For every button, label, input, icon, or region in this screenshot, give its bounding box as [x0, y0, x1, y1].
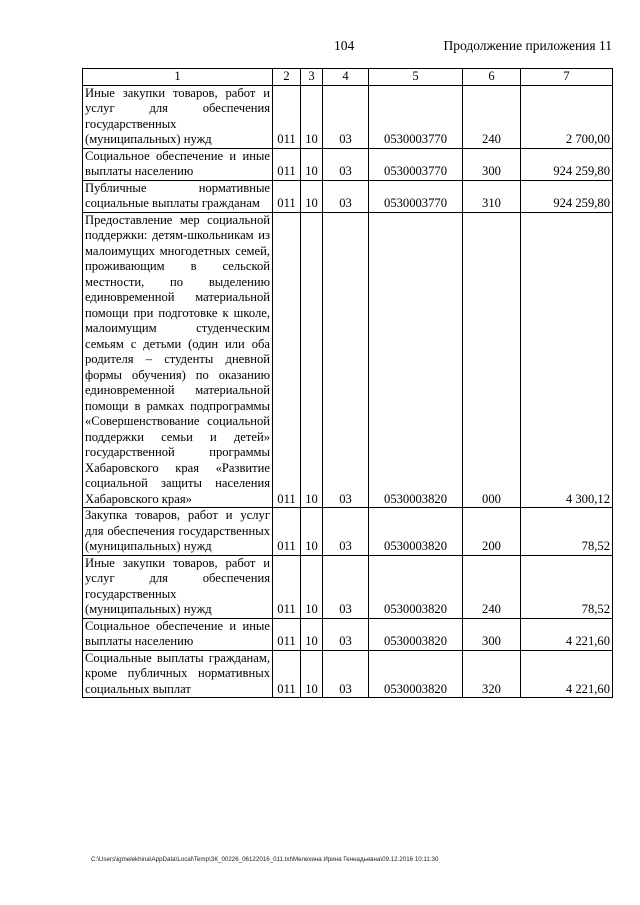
column-header: 4 [323, 69, 369, 86]
ministry-code-cell: 011 [273, 212, 301, 508]
section-code-cell: 10 [301, 555, 323, 618]
subsection-code-cell: 03 [323, 555, 369, 618]
target-article-cell: 0530003820 [369, 508, 463, 556]
column-header: 6 [463, 69, 521, 86]
row-name-cell: Социальное обеспечение и иные выплаты населению [83, 618, 273, 650]
target-article-cell: 0530003770 [369, 85, 463, 148]
target-article-cell: 0530003820 [369, 650, 463, 698]
row-name-cell: Социальное обеспечение и иные выплаты населению [83, 148, 273, 180]
column-header: 7 [521, 69, 613, 86]
ministry-code-cell: 011 [273, 148, 301, 180]
file-path-footer: C:\Users\igmelekhina\AppData\Local\Temp\ЗК_00226_06122016_011.txt\Мелехина Ирина Геннадьевна\09.12.2016 10:11:30 [91, 856, 439, 863]
target-article-cell: 0530003820 [369, 212, 463, 508]
section-code-cell: 10 [301, 508, 323, 556]
target-article-cell: 0530003820 [369, 618, 463, 650]
row-name-cell: Предоставление мер социальной поддержки: детям-школьникам из малоимущих многодетных семей, проживающим в сельской местности, по выделению единовременной материальной помощи при подготовке к школе, малоимущим студенческим семьям с детьми (один или оба родителя – студенты дневной формы обучения) по оказанию единовременной материальной помощи в рамках подпрограммы «Совершенствование социальной поддержки семьи и детей» государственной программы Хабаровского края «Развитие социальной защиты населения Хабаровского края» [83, 212, 273, 508]
table-header-row [83, 69, 613, 86]
expense-type-cell: 240 [463, 555, 521, 618]
ministry-code-cell: 011 [273, 555, 301, 618]
amount-cell: 78,52 [521, 555, 613, 618]
row-name-cell: Иные закупки товаров, работ и услуг для обеспечения государственных (муниципальных) нужд [83, 85, 273, 148]
subsection-code-cell: 03 [323, 85, 369, 148]
expense-type-cell: 320 [463, 650, 521, 698]
table-row [83, 555, 613, 618]
ministry-code-cell: 011 [273, 650, 301, 698]
section-code-cell: 10 [301, 618, 323, 650]
subsection-code-cell: 03 [323, 180, 369, 212]
table-row [83, 85, 613, 148]
table-row [83, 180, 613, 212]
column-header: 5 [369, 69, 463, 86]
appendix-note: Продолжение приложения 11 [443, 38, 612, 53]
column-header: 2 [273, 69, 301, 86]
target-article-cell: 0530003770 [369, 148, 463, 180]
amount-cell: 78,52 [521, 508, 613, 556]
page-number: 104 [334, 38, 355, 53]
subsection-code-cell: 03 [323, 508, 369, 556]
amount-cell: 4 221,60 [521, 650, 613, 698]
ministry-code-cell: 011 [273, 508, 301, 556]
column-header: 1 [83, 69, 273, 86]
subsection-code-cell: 03 [323, 618, 369, 650]
amount-cell: 4 300,12 [521, 212, 613, 508]
table-row [83, 618, 613, 650]
expense-type-cell: 300 [463, 618, 521, 650]
table-row [83, 212, 613, 508]
amount-cell: 2 700,00 [521, 85, 613, 148]
table-row [83, 148, 613, 180]
table-row [83, 650, 613, 698]
ministry-code-cell: 011 [273, 618, 301, 650]
row-name-cell: Иные закупки товаров, работ и услуг для обеспечения государственных (муниципальных) нужд [83, 555, 273, 618]
expense-type-cell: 240 [463, 85, 521, 148]
section-code-cell: 10 [301, 85, 323, 148]
section-code-cell: 10 [301, 180, 323, 212]
expense-type-cell: 310 [463, 180, 521, 212]
expense-type-cell: 200 [463, 508, 521, 556]
section-code-cell: 10 [301, 212, 323, 508]
column-header: 3 [301, 69, 323, 86]
subsection-code-cell: 03 [323, 212, 369, 508]
subsection-code-cell: 03 [323, 650, 369, 698]
amount-cell: 924 259,80 [521, 180, 613, 212]
target-article-cell: 0530003820 [369, 555, 463, 618]
row-name-cell: Закупка товаров, работ и услуг для обеспечения государственных (муниципальных) нужд [83, 508, 273, 556]
ministry-code-cell: 011 [273, 85, 301, 148]
amount-cell: 924 259,80 [521, 148, 613, 180]
row-name-cell: Публичные нормативные социальные выплаты гражданам [83, 180, 273, 212]
expense-type-cell: 300 [463, 148, 521, 180]
table-row [83, 508, 613, 556]
expense-type-cell: 000 [463, 212, 521, 508]
section-code-cell: 10 [301, 650, 323, 698]
subsection-code-cell: 03 [323, 148, 369, 180]
row-name-cell: Социальные выплаты гражданам, кроме публичных нормативных социальных выплат [83, 650, 273, 698]
amount-cell: 4 221,60 [521, 618, 613, 650]
budget-table [82, 68, 613, 698]
ministry-code-cell: 011 [273, 180, 301, 212]
target-article-cell: 0530003770 [369, 180, 463, 212]
section-code-cell: 10 [301, 148, 323, 180]
